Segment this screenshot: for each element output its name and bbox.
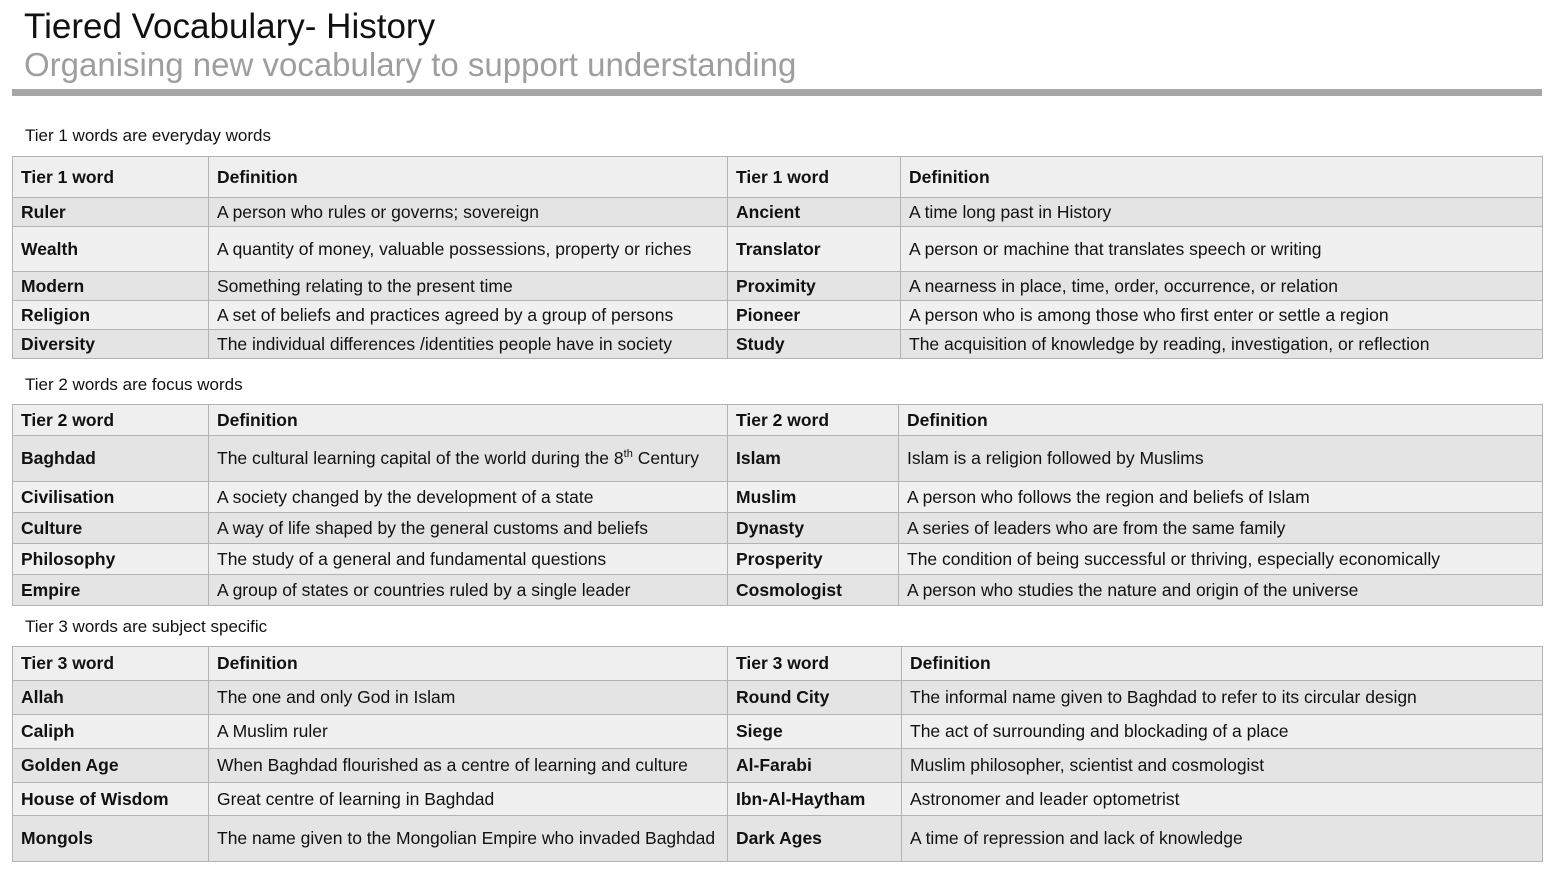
vocab-word: Wealth xyxy=(13,227,209,272)
tier3-caption: Tier 3 words are subject specific xyxy=(25,617,268,636)
column-header-word: Tier 3 word xyxy=(13,647,209,681)
table-header-row xyxy=(13,647,1543,681)
vocab-definition: A person who studies the nature and origin of the universe xyxy=(899,575,1543,606)
tier2-caption: Tier 2 words are focus words xyxy=(25,375,243,394)
table-row xyxy=(13,227,1543,272)
definition-text: The cultural learning capital of the world during the 8 xyxy=(217,448,624,468)
vocab-definition: A person who rules or governs; sovereign xyxy=(209,198,728,227)
definition-text: Century xyxy=(632,448,699,468)
column-header-word: Tier 3 word xyxy=(728,647,902,681)
vocab-word: Diversity xyxy=(13,330,209,359)
column-header-word: Tier 2 word xyxy=(728,405,899,436)
vocab-definition: A Muslim ruler xyxy=(209,715,728,749)
table-row xyxy=(13,482,1543,513)
column-header-word: Tier 1 word xyxy=(728,157,901,198)
vocab-definition: A time of repression and lack of knowledge xyxy=(902,816,1543,862)
page-header xyxy=(24,6,796,82)
vocab-definition: Muslim philosopher, scientist and cosmologist xyxy=(902,749,1543,783)
vocab-definition: A quantity of money, valuable possessions, property or riches xyxy=(209,227,728,272)
page-title: Tiered Vocabulary- History xyxy=(24,7,436,46)
tier1-table xyxy=(12,156,1543,359)
column-header-definition: Definition xyxy=(209,157,728,198)
vocab-word: Allah xyxy=(13,681,209,715)
column-header-definition: Definition xyxy=(901,157,1543,198)
vocab-word: Muslim xyxy=(728,482,899,513)
vocab-word: House of Wisdom xyxy=(13,783,209,816)
column-header-definition: Definition xyxy=(902,647,1543,681)
tier1-caption: Tier 1 words are everyday words xyxy=(25,126,271,145)
vocab-word: Prosperity xyxy=(728,544,899,575)
vocab-word: Civilisation xyxy=(13,482,209,513)
vocab-definition: A group of states or countries ruled by a single leader xyxy=(209,575,728,606)
table-row xyxy=(13,715,1543,749)
table-row xyxy=(13,544,1543,575)
vocab-definition: A way of life shaped by the general customs and beliefs xyxy=(209,513,728,544)
vocab-word: Study xyxy=(728,330,901,359)
table-row xyxy=(13,198,1543,227)
vocab-definition: A time long past in History xyxy=(901,198,1543,227)
table-row xyxy=(13,783,1543,816)
column-header-definition: Definition xyxy=(209,405,728,436)
vocab-definition: The individual differences /identities people have in society xyxy=(209,330,728,359)
vocab-definition: The one and only God in Islam xyxy=(209,681,728,715)
table-row xyxy=(13,513,1543,544)
vocab-word: Round City xyxy=(728,681,902,715)
vocab-definition: A person who is among those who first enter or settle a region xyxy=(901,301,1543,330)
vocab-word: Ibn-Al-Haytham xyxy=(728,783,902,816)
vocab-word: Baghdad xyxy=(13,436,209,482)
vocab-word: Dark Ages xyxy=(728,816,902,862)
vocab-word: Ancient xyxy=(728,198,901,227)
vocab-word: Translator xyxy=(728,227,901,272)
header-divider xyxy=(12,89,1542,96)
table-row xyxy=(13,272,1543,301)
table-header-row xyxy=(13,405,1543,436)
vocab-word: Proximity xyxy=(728,272,901,301)
vocab-word: Ruler xyxy=(13,198,209,227)
vocab-word: Culture xyxy=(13,513,209,544)
table-row xyxy=(13,681,1543,715)
vocab-word: Modern xyxy=(13,272,209,301)
vocab-definition: The study of a general and fundamental questions xyxy=(209,544,728,575)
vocab-definition: Great centre of learning in Baghdad xyxy=(209,783,728,816)
vocab-word: Caliph xyxy=(13,715,209,749)
vocab-definition: When Baghdad flourished as a centre of learning and culture xyxy=(209,749,728,783)
vocab-definition: The acquisition of knowledge by reading, investigation, or reflection xyxy=(901,330,1543,359)
column-header-definition: Definition xyxy=(899,405,1543,436)
vocab-word: Pioneer xyxy=(728,301,901,330)
vocab-word: Empire xyxy=(13,575,209,606)
vocab-definition: A person or machine that translates speech or writing xyxy=(901,227,1543,272)
table-row xyxy=(13,575,1543,606)
vocab-definition: A set of beliefs and practices agreed by a group of persons xyxy=(209,301,728,330)
vocab-definition: The informal name given to Baghdad to refer to its circular design xyxy=(902,681,1543,715)
table-row xyxy=(13,749,1543,783)
vocab-word: Cosmologist xyxy=(728,575,899,606)
vocab-definition: The act of surrounding and blockading of a place xyxy=(902,715,1543,749)
vocab-word: Philosophy xyxy=(13,544,209,575)
tier3-table xyxy=(12,646,1543,862)
vocab-word: Siege xyxy=(728,715,902,749)
column-header-word: Tier 2 word xyxy=(13,405,209,436)
table-header-row xyxy=(13,157,1543,198)
table-row xyxy=(13,436,1543,482)
vocab-word: Religion xyxy=(13,301,209,330)
vocab-definition: A society changed by the development of a state xyxy=(209,482,728,513)
vocab-definition: A person who follows the region and beliefs of Islam xyxy=(899,482,1543,513)
vocab-definition: The condition of being successful or thriving, especially economically xyxy=(899,544,1543,575)
table-row xyxy=(13,816,1543,862)
vocab-definition: The name given to the Mongolian Empire who invaded Baghdad xyxy=(209,816,728,862)
column-header-definition: Definition xyxy=(209,647,728,681)
vocab-definition: A series of leaders who are from the same family xyxy=(899,513,1543,544)
vocab-word: Dynasty xyxy=(728,513,899,544)
vocab-word: Al-Farabi xyxy=(728,749,902,783)
vocab-definition: Islam is a religion followed by Muslims xyxy=(899,436,1543,482)
ordinal-suffix: th xyxy=(623,448,633,461)
vocab-word: Golden Age xyxy=(13,749,209,783)
tier2-table xyxy=(12,404,1543,606)
vocab-definition: Astronomer and leader optometrist xyxy=(902,783,1543,816)
vocab-word: Islam xyxy=(728,436,899,482)
page-subtitle: Organising new vocabulary to support understanding xyxy=(24,46,797,83)
vocab-definition xyxy=(209,436,728,482)
vocab-definition: Something relating to the present time xyxy=(209,272,728,301)
table-row xyxy=(13,301,1543,330)
vocab-word: Mongols xyxy=(13,816,209,862)
table-row xyxy=(13,330,1543,359)
column-header-word: Tier 1 word xyxy=(13,157,209,198)
vocab-definition: A nearness in place, time, order, occurrence, or relation xyxy=(901,272,1543,301)
